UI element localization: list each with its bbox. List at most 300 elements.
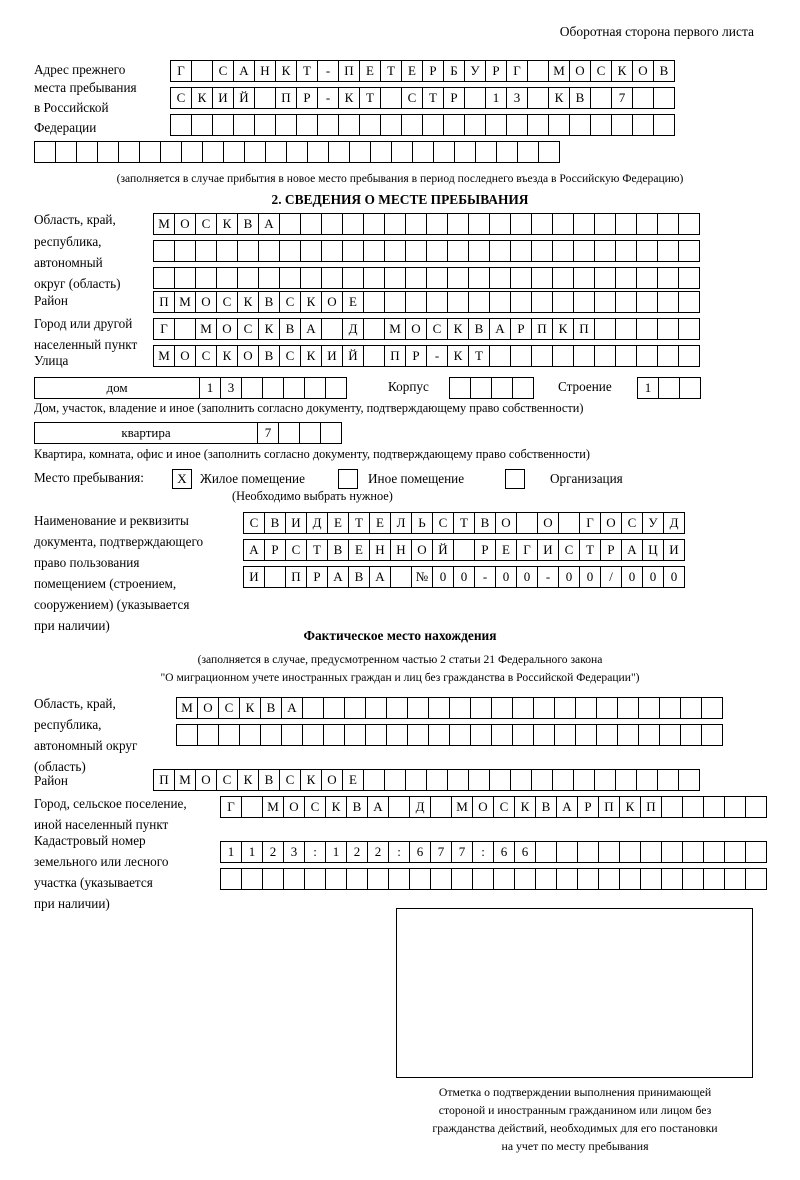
prev-address-cell[interactable]: К (611, 60, 633, 82)
prev-address-cell[interactable] (296, 114, 318, 136)
street-cell[interactable] (678, 345, 700, 367)
region-cell[interactable] (405, 213, 427, 235)
actual-city-cell[interactable]: М (262, 796, 284, 818)
actual-region-cell[interactable] (533, 724, 555, 746)
doc-cell[interactable]: В (327, 539, 349, 561)
actual-region-cell[interactable] (470, 697, 492, 719)
actual-region-cell[interactable] (197, 724, 219, 746)
cadastral-cell[interactable] (409, 868, 431, 890)
prev-address-cell[interactable] (590, 87, 612, 109)
prev-address-cell[interactable] (443, 114, 465, 136)
cadastral-row-2[interactable] (220, 868, 766, 890)
actual-region-cell[interactable] (449, 697, 471, 719)
cadastral-cell[interactable]: 2 (367, 841, 389, 863)
prev-address-cell[interactable]: Б (443, 60, 465, 82)
prev-address-cell[interactable]: Т (296, 60, 318, 82)
region-cell[interactable] (426, 240, 448, 262)
prev-address-cell[interactable] (286, 141, 308, 163)
actual-city-cell[interactable]: С (493, 796, 515, 818)
cadastral-cell[interactable]: 6 (409, 841, 431, 863)
district-cell[interactable] (405, 291, 427, 313)
prev-address-cell[interactable]: С (401, 87, 423, 109)
prev-address-cell[interactable] (475, 141, 497, 163)
city-cell[interactable]: О (405, 318, 427, 340)
cadastral-cell[interactable] (556, 868, 578, 890)
region-cell[interactable] (300, 267, 322, 289)
city-cell[interactable]: К (447, 318, 469, 340)
stroenie-cells[interactable] (637, 377, 700, 399)
doc-cell[interactable]: С (621, 512, 643, 534)
cadastral-cell[interactable] (577, 868, 599, 890)
stroenie-cell[interactable]: 1 (637, 377, 659, 399)
actual-region-cell[interactable]: С (218, 697, 240, 719)
doc-cell[interactable]: Г (579, 512, 601, 534)
district-cell[interactable] (594, 291, 616, 313)
stay-place-option-3-checkbox[interactable] (505, 469, 525, 489)
prev-address-cell[interactable] (538, 141, 560, 163)
actual-district-cell[interactable]: О (195, 769, 217, 791)
prev-address-cell[interactable] (653, 114, 675, 136)
house-cell[interactable] (283, 377, 305, 399)
actual-region-cell[interactable] (428, 724, 450, 746)
region-cell[interactable] (510, 267, 532, 289)
doc-cell[interactable]: Т (453, 512, 475, 534)
actual-region-cell[interactable]: О (197, 697, 219, 719)
region-cell[interactable] (174, 240, 196, 262)
actual-city-cell[interactable]: Г (220, 796, 242, 818)
region-row-3[interactable] (153, 267, 699, 289)
actual-region-cell[interactable] (449, 724, 471, 746)
street-cell[interactable]: О (237, 345, 259, 367)
cadastral-cell[interactable] (682, 868, 704, 890)
doc-cell[interactable]: 0 (558, 566, 580, 588)
district-cell[interactable]: С (279, 291, 301, 313)
region-cell[interactable]: М (153, 213, 175, 235)
prev-address-row-3[interactable] (170, 114, 674, 136)
actual-city-cell[interactable] (682, 796, 704, 818)
actual-region-cell[interactable]: А (281, 697, 303, 719)
actual-region-row-2[interactable] (176, 724, 722, 746)
city-cell[interactable]: Р (510, 318, 532, 340)
cadastral-cell[interactable]: 7 (430, 841, 452, 863)
korpus-cell[interactable] (512, 377, 534, 399)
region-cell[interactable] (426, 267, 448, 289)
prev-address-cell[interactable]: И (212, 87, 234, 109)
city-cell[interactable]: В (279, 318, 301, 340)
district-cell[interactable] (678, 291, 700, 313)
region-cell[interactable] (615, 267, 637, 289)
cadastral-cell[interactable]: 6 (514, 841, 536, 863)
actual-city-cell[interactable]: С (304, 796, 326, 818)
actual-region-cell[interactable] (638, 724, 660, 746)
flat-cell[interactable]: 7 (257, 422, 279, 444)
cadastral-cell[interactable] (514, 868, 536, 890)
region-cell[interactable] (342, 240, 364, 262)
region-cell[interactable] (468, 213, 490, 235)
prev-address-cell[interactable] (380, 87, 402, 109)
doc-cell[interactable]: Д (663, 512, 685, 534)
street-cell[interactable]: Т (468, 345, 490, 367)
cadastral-cell[interactable] (325, 868, 347, 890)
doc-cell[interactable]: Р (474, 539, 496, 561)
cadastral-cell[interactable]: 2 (262, 841, 284, 863)
prev-address-cell[interactable] (139, 141, 161, 163)
prev-address-cell[interactable]: Т (422, 87, 444, 109)
prev-address-cell[interactable]: Й (233, 87, 255, 109)
district-cell[interactable]: О (195, 291, 217, 313)
prev-address-cell[interactable] (401, 114, 423, 136)
actual-region-cell[interactable] (407, 697, 429, 719)
region-cell[interactable] (468, 267, 490, 289)
city-cell[interactable]: А (300, 318, 322, 340)
region-cell[interactable] (384, 240, 406, 262)
doc-cell[interactable]: О (537, 512, 559, 534)
street-cell[interactable] (363, 345, 385, 367)
actual-district-cell[interactable]: С (216, 769, 238, 791)
actual-district-cell[interactable] (678, 769, 700, 791)
doc-cell[interactable]: Е (495, 539, 517, 561)
doc-cell[interactable]: Т (579, 539, 601, 561)
cadastral-cell[interactable] (283, 868, 305, 890)
cadastral-cell[interactable] (619, 868, 641, 890)
region-cell[interactable] (153, 240, 175, 262)
cadastral-cell[interactable] (598, 841, 620, 863)
prev-address-cell[interactable]: О (632, 60, 654, 82)
doc-cell[interactable] (516, 512, 538, 534)
prev-address-cell[interactable]: 7 (611, 87, 633, 109)
region-cell[interactable] (510, 213, 532, 235)
prev-address-cell[interactable]: 1 (485, 87, 507, 109)
region-cell[interactable] (657, 240, 679, 262)
street-cell[interactable] (594, 345, 616, 367)
doc-cell[interactable]: Е (348, 539, 370, 561)
korpus-cell[interactable] (491, 377, 513, 399)
city-cell[interactable] (657, 318, 679, 340)
doc-cell[interactable]: С (243, 512, 265, 534)
prev-address-cell[interactable] (653, 87, 675, 109)
region-cell[interactable] (405, 240, 427, 262)
actual-city-cell[interactable]: О (283, 796, 305, 818)
region-cell[interactable] (447, 240, 469, 262)
region-cell[interactable] (531, 240, 553, 262)
prev-address-cell[interactable]: К (191, 87, 213, 109)
actual-city-cell[interactable] (724, 796, 746, 818)
actual-city-cell[interactable] (745, 796, 767, 818)
district-cell[interactable]: О (321, 291, 343, 313)
doc-cell[interactable]: В (474, 512, 496, 534)
actual-district-cell[interactable]: О (321, 769, 343, 791)
actual-region-cell[interactable] (365, 697, 387, 719)
doc-cell[interactable]: В (348, 566, 370, 588)
actual-region-cell[interactable] (344, 724, 366, 746)
house-cell[interactable] (262, 377, 284, 399)
house-cell[interactable] (304, 377, 326, 399)
doc-cell[interactable]: 0 (516, 566, 538, 588)
actual-region-cell[interactable] (386, 697, 408, 719)
district-cell[interactable]: К (300, 291, 322, 313)
prev-address-cell[interactable] (412, 141, 434, 163)
district-cell[interactable] (384, 291, 406, 313)
doc-cell[interactable]: Т (348, 512, 370, 534)
prev-address-cell[interactable]: К (275, 60, 297, 82)
region-cell[interactable] (384, 213, 406, 235)
doc-cell[interactable]: Е (327, 512, 349, 534)
district-cell[interactable] (468, 291, 490, 313)
actual-region-cell[interactable] (491, 724, 513, 746)
region-cell[interactable] (321, 240, 343, 262)
prev-address-cell[interactable] (464, 87, 486, 109)
prev-address-cell[interactable] (496, 141, 518, 163)
actual-region-cell[interactable] (617, 697, 639, 719)
prev-address-cell[interactable]: Е (359, 60, 381, 82)
prev-address-cell[interactable] (233, 114, 255, 136)
actual-region-cell[interactable] (470, 724, 492, 746)
doc-cell[interactable]: № (411, 566, 433, 588)
prev-address-cell[interactable]: С (590, 60, 612, 82)
actual-district-cell[interactable]: С (279, 769, 301, 791)
doc-cell[interactable]: 0 (621, 566, 643, 588)
city-cell[interactable]: К (552, 318, 574, 340)
region-cell[interactable] (636, 240, 658, 262)
prev-address-cell[interactable] (527, 60, 549, 82)
prev-address-cell[interactable]: Е (401, 60, 423, 82)
city-cell[interactable] (174, 318, 196, 340)
prev-address-cell[interactable] (181, 141, 203, 163)
doc-cell[interactable]: 0 (642, 566, 664, 588)
actual-district-cell[interactable] (405, 769, 427, 791)
street-cell[interactable]: П (384, 345, 406, 367)
city-row[interactable] (153, 318, 699, 340)
cadastral-cell[interactable] (745, 841, 767, 863)
actual-region-cell[interactable] (386, 724, 408, 746)
prev-address-cell[interactable]: М (548, 60, 570, 82)
cadastral-cell[interactable] (472, 868, 494, 890)
city-cell[interactable] (636, 318, 658, 340)
region-cell[interactable] (573, 240, 595, 262)
region-cell[interactable] (237, 267, 259, 289)
prev-address-cell[interactable] (485, 114, 507, 136)
prev-address-cell[interactable]: 3 (506, 87, 528, 109)
prev-address-cell[interactable] (370, 141, 392, 163)
actual-region-cell[interactable] (554, 724, 576, 746)
prev-address-cell[interactable] (254, 114, 276, 136)
actual-district-cell[interactable]: В (258, 769, 280, 791)
actual-district-cell[interactable] (573, 769, 595, 791)
region-cell[interactable] (321, 213, 343, 235)
region-cell[interactable] (531, 267, 553, 289)
doc-cell[interactable]: С (285, 539, 307, 561)
cadastral-cell[interactable] (241, 868, 263, 890)
actual-city-cell[interactable]: Д (409, 796, 431, 818)
city-cell[interactable]: О (216, 318, 238, 340)
prev-address-cell[interactable] (160, 141, 182, 163)
prev-address-cell[interactable]: Г (170, 60, 192, 82)
region-cell[interactable] (405, 267, 427, 289)
region-cell[interactable]: О (174, 213, 196, 235)
cadastral-cell[interactable] (598, 868, 620, 890)
cadastral-cell[interactable]: 6 (493, 841, 515, 863)
cadastral-cell[interactable] (619, 841, 641, 863)
cadastral-cell[interactable] (640, 868, 662, 890)
actual-district-cell[interactable] (510, 769, 532, 791)
prev-address-cell[interactable]: Р (485, 60, 507, 82)
prev-address-row-2[interactable] (170, 87, 674, 109)
prev-address-cell[interactable] (527, 87, 549, 109)
actual-region-cell[interactable] (323, 697, 345, 719)
region-cell[interactable] (216, 267, 238, 289)
city-cell[interactable]: Д (342, 318, 364, 340)
actual-region-cell[interactable] (596, 697, 618, 719)
actual-region-cell[interactable]: К (239, 697, 261, 719)
street-cell[interactable]: К (300, 345, 322, 367)
cadastral-cell[interactable]: 1 (241, 841, 263, 863)
city-cell[interactable] (321, 318, 343, 340)
actual-city-row[interactable] (220, 796, 766, 818)
cadastral-row-1[interactable] (220, 841, 766, 863)
stay-place-option-1-checkbox[interactable]: X (172, 469, 192, 489)
cadastral-cell[interactable]: : (472, 841, 494, 863)
actual-district-cell[interactable]: М (174, 769, 196, 791)
region-cell[interactable] (510, 240, 532, 262)
doc-cell[interactable]: 0 (663, 566, 685, 588)
cadastral-cell[interactable] (493, 868, 515, 890)
prev-address-cell[interactable] (548, 114, 570, 136)
korpus-cells[interactable] (449, 377, 533, 399)
doc-cell[interactable] (453, 539, 475, 561)
doc-cell[interactable]: - (537, 566, 559, 588)
actual-region-cell[interactable] (701, 724, 723, 746)
district-cell[interactable] (552, 291, 574, 313)
region-cell[interactable] (552, 267, 574, 289)
prev-address-cell[interactable] (34, 141, 56, 163)
flat-cell[interactable] (299, 422, 321, 444)
doc-cell[interactable]: Ь (411, 512, 433, 534)
actual-city-cell[interactable] (430, 796, 452, 818)
region-cell[interactable] (594, 267, 616, 289)
actual-district-cell[interactable] (384, 769, 406, 791)
cadastral-cell[interactable] (724, 868, 746, 890)
region-cell[interactable]: К (216, 213, 238, 235)
prev-address-row-1[interactable] (170, 60, 674, 82)
district-row[interactable] (153, 291, 699, 313)
district-cell[interactable]: П (153, 291, 175, 313)
flat-cell[interactable] (278, 422, 300, 444)
street-cell[interactable]: Р (405, 345, 427, 367)
prev-address-cell[interactable] (359, 114, 381, 136)
stroenie-cell[interactable] (679, 377, 701, 399)
region-cell[interactable] (573, 213, 595, 235)
actual-city-cell[interactable]: О (472, 796, 494, 818)
actual-city-cell[interactable]: М (451, 796, 473, 818)
region-cell[interactable] (552, 240, 574, 262)
doc-cell[interactable]: Л (390, 512, 412, 534)
prev-address-cell[interactable] (328, 141, 350, 163)
actual-district-cell[interactable] (636, 769, 658, 791)
cadastral-cell[interactable]: 1 (220, 841, 242, 863)
actual-city-cell[interactable] (661, 796, 683, 818)
doc-cell[interactable]: Т (306, 539, 328, 561)
region-cell[interactable]: В (237, 213, 259, 235)
doc-cell[interactable]: Д (306, 512, 328, 534)
cadastral-cell[interactable] (367, 868, 389, 890)
cadastral-cell[interactable] (388, 868, 410, 890)
district-cell[interactable]: В (258, 291, 280, 313)
prev-address-cell[interactable] (380, 114, 402, 136)
street-cell[interactable]: - (426, 345, 448, 367)
district-cell[interactable] (615, 291, 637, 313)
prev-address-cell[interactable]: О (569, 60, 591, 82)
cadastral-cell[interactable] (220, 868, 242, 890)
prev-address-cell[interactable] (202, 141, 224, 163)
prev-address-cell[interactable] (244, 141, 266, 163)
region-cell[interactable] (594, 240, 616, 262)
doc-cell[interactable]: 0 (453, 566, 475, 588)
prev-address-cell[interactable] (317, 114, 339, 136)
doc-row-2[interactable] (243, 539, 684, 561)
doc-cell[interactable]: А (621, 539, 643, 561)
region-cell[interactable] (195, 240, 217, 262)
region-cell[interactable] (468, 240, 490, 262)
region-cell[interactable] (363, 213, 385, 235)
prev-address-cell[interactable]: Т (380, 60, 402, 82)
district-cell[interactable]: К (237, 291, 259, 313)
actual-district-cell[interactable] (363, 769, 385, 791)
region-cell[interactable] (174, 267, 196, 289)
district-cell[interactable] (363, 291, 385, 313)
region-cell[interactable] (594, 213, 616, 235)
street-cell[interactable] (615, 345, 637, 367)
prev-address-cell[interactable] (527, 114, 549, 136)
prev-address-cell[interactable]: Г (506, 60, 528, 82)
region-cell[interactable] (489, 213, 511, 235)
region-cell[interactable] (342, 267, 364, 289)
doc-cell[interactable]: Н (390, 539, 412, 561)
doc-cell[interactable]: Ц (642, 539, 664, 561)
doc-cell[interactable]: О (411, 539, 433, 561)
doc-cell[interactable]: Г (516, 539, 538, 561)
prev-address-cell[interactable]: Р (296, 87, 318, 109)
prev-address-cell[interactable] (212, 114, 234, 136)
prev-address-cell[interactable] (275, 114, 297, 136)
street-cell[interactable] (573, 345, 595, 367)
actual-city-cell[interactable]: К (619, 796, 641, 818)
actual-district-cell[interactable] (615, 769, 637, 791)
region-cell[interactable] (279, 267, 301, 289)
actual-region-cell[interactable] (533, 697, 555, 719)
doc-cell[interactable]: Р (306, 566, 328, 588)
prev-address-cell[interactable] (223, 141, 245, 163)
cadastral-cell[interactable]: 1 (325, 841, 347, 863)
district-cell[interactable] (489, 291, 511, 313)
cadastral-cell[interactable] (661, 868, 683, 890)
cadastral-cell[interactable] (724, 841, 746, 863)
cadastral-cell[interactable]: : (304, 841, 326, 863)
prev-address-cell[interactable]: - (317, 87, 339, 109)
actual-region-cell[interactable] (407, 724, 429, 746)
actual-region-cell[interactable] (176, 724, 198, 746)
actual-district-cell[interactable] (657, 769, 679, 791)
cadastral-cell[interactable] (535, 868, 557, 890)
cadastral-cell[interactable] (430, 868, 452, 890)
doc-cell[interactable]: С (432, 512, 454, 534)
street-cell[interactable] (657, 345, 679, 367)
city-cell[interactable]: А (489, 318, 511, 340)
actual-region-cell[interactable] (428, 697, 450, 719)
house-cell[interactable] (241, 377, 263, 399)
region-cell[interactable] (615, 213, 637, 235)
street-cell[interactable]: И (321, 345, 343, 367)
city-cell[interactable]: К (258, 318, 280, 340)
